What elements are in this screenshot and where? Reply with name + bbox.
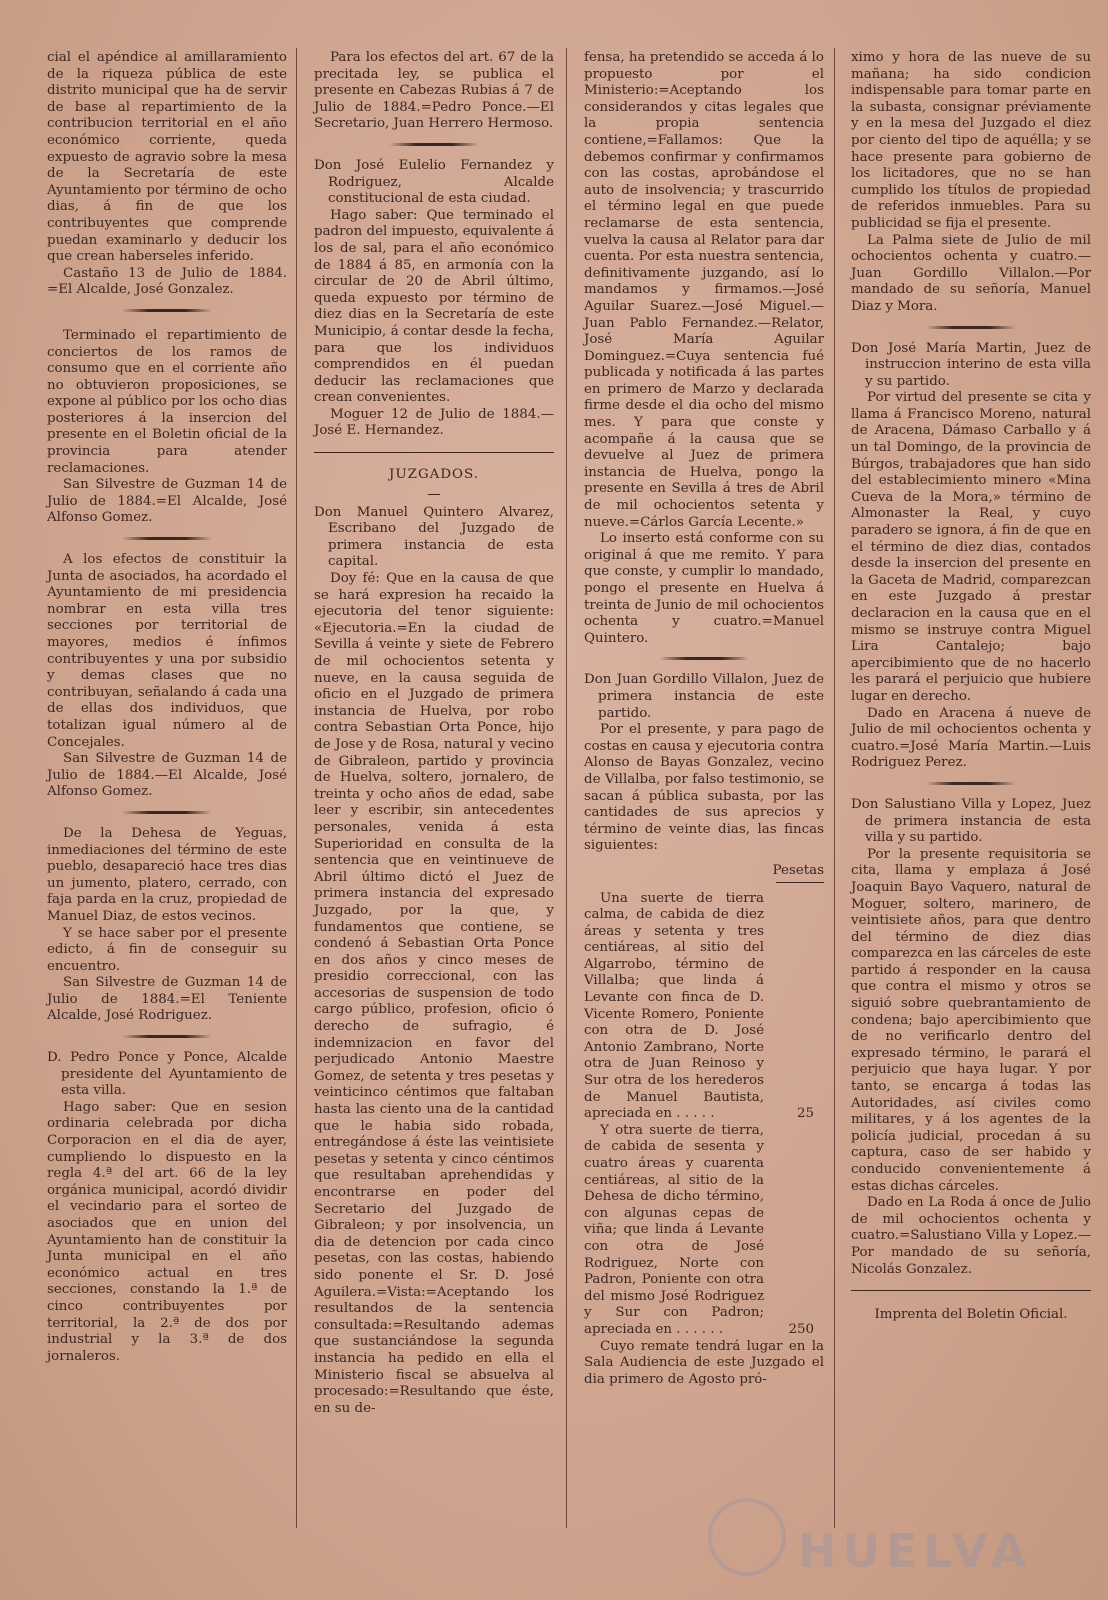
notice-heading: Don Salustiano Villa y Lopez, Juez de primera instancia de esta villa y su partido.: [851, 796, 1091, 846]
section-rule: [314, 452, 554, 453]
notice-text: Y se hace saber por el presente edicto, á fin de conseguir su encuentro.: [47, 925, 287, 974]
separator: [122, 537, 212, 540]
notice-text: fensa, ha pretendido se acceda á lo propuesto por el Ministerio:=Aceptando los considerandos y citas legales que la propia sentencia contiene,=Fallamos: Que la debemos confirmar y confirmamos con las costas, aprobándose el auto de insolvencia; y trascurrido el término legal en que puede reclamarse de esta sentencia, vuelva la causa al Relator para dar cuenta. Por esta nuestra sentencia, definitivamente juzgando, así lo mandamos y firmamos.—José Aguilar Suarez.—José Miguel.—Juan Pablo Fernandez.—Relator, José María Aguilar Dominguez.=Cuya sentencia fué publicada y notificada á las partes en primero de Marzo y declarada firme desde el dia ocho del mismo mes. Y para que conste y acompañe á la causa que se devuelve al Juez de primera instancia de Huelva, pongo la presente en Sevilla á tres de Abril de mil ochocientos setenta y nueve.=Cárlos García Lecente.»: [584, 50, 824, 530]
notice-text: Terminado el repartimiento de conciertos de los ramos de consumo que en el corriente año no obtuvieron proposiciones, se expone al público por los ocho dias posteriores á la insercion del presente en el Boletin oficial de la provincia para atender reclamaciones.: [47, 327, 287, 476]
pesetas-rule: [776, 882, 824, 883]
separator: [926, 782, 1016, 785]
property-price: 25: [796, 1106, 814, 1122]
notice-text: Por la presente requisitoria se cita, llama y emplaza á José Joaquin Bayo Vaquero, natural de Moguer, soltero, marinero, de veintisiete años, para que dentro del término de diez dias comparezca en las cárceles de este partido á responder en la causa que contra el mismo y otros se siguió sobre quebrantamiento de condena; bajo apercibimiento que de no verificarlo dentro del expresado término, le parará el perjuicio que haya lugar. Y por tanto, se encarga á todas las Autoridades, así civiles como militares, y á los agentes de la policía judicial, procedan á su captura, caso de ser habido y conducido convenientemente á estas dichas cárceles.: [851, 846, 1091, 1194]
footer-rule: [851, 1290, 1091, 1291]
notice-signature: Castaño 13 de Julio de 1884. =El Alcalde, José Gonzalez.: [47, 265, 287, 298]
column-3: [584, 50, 824, 1388]
notice-heading: Don Juan Gordillo Villalon, Juez de primera instancia de este partido.: [584, 672, 824, 721]
notice-text: Hago saber: Que terminado el padron del impuesto, equivalente á los de sal, para el año económico de 1884 á 85, en armonía con la circular de 20 de Abril último, queda expuesto por término de diez dias en la Secretaría de este Municipio, á contar desde la fecha, para que los individuos comprendidos en él puedan deducir las reclamaciones que crean convenientes.: [314, 207, 554, 406]
notice-text: A los efectos de constituir la Junta de asociados, ha acordado el Ayuntamiento de mi presidencia nombrar en esta villa tres secciones por territorial de mayores, medios é ínfimos contribuyentes y una por subsidio y demas clases que no contribuyan, señalando á cada una de ellas dos individuos, que totalizan igual número al de Concejales.: [47, 552, 287, 750]
column-2: [314, 50, 554, 1417]
notice-signature: La Palma siete de Julio de mil ochocientos ochenta y cuatro.—Juan Gordillo Villalon.—Por mandado de su señoría, Manuel Diaz y Mora.: [851, 232, 1091, 314]
seal-icon: [708, 1498, 786, 1576]
separator: [659, 657, 749, 660]
printer-imprint: Imprenta del Boletin Oficial.: [874, 1307, 1068, 1323]
notice-signature: Dado en Aracena á nueve de Julio de mil ochocientos ochenta y cuatro.=José María Martin.—Luis Rodriguez Perez.: [851, 705, 1091, 771]
notice-text: Para los efectos del art. 67 de la precitada ley, se publica el presente en Cabezas Rubias á 7 de Julio de 1884.=Pedro Ponce.—El Secretario, Juan Herrero Hermoso.: [314, 50, 554, 132]
column-4: [851, 50, 1091, 1324]
column-rule: [566, 48, 567, 1528]
notice-heading: Don José Eulelio Fernandez y Rodriguez, Alcalde constitucional de esta ciudad.: [314, 157, 554, 207]
notice-text: Doy fé: Que en la causa de que se hará expresion ha recaido la ejecutoria del tenor siguiente: «Ejecutoria.=En la ciudad de Sevilla á veinte y siete de Febrero de mil ochocientos setenta y nueve, en la causa seguida de oficio en el Juzgado de primera instancia de Huelva, por robo contra Sebastian Orta Ponce, hijo de Jose y de Rosa, natural y vecino de Gibraleon, partido y provincia de Huelva, soltero, jornalero, de treinta y ocho años de edad, sabe leer y escribir, sin antecedentes personales, venida á esta Superioridad en consulta de la sentencia que en veintinueve de Abril último dictó el Juez de primera instancia del expresado Juzgado, por la que, y fundamentos que contiene, se condenó á Sebastian Orta Ponce en dos años y cinco meses de presidio correccional, con las accesorias de suspension de todo cargo público, profesion, oficio ó derecho de sufragio, é indemnizacion en favor del perjudicado Antonio Maestre Gomez, de setenta y tres pesetas y veinticinco céntimos que faltaban hasta las ciento una de la cantidad que le habia sido robada, entregándose á éste las veintisiete pesetas y setenta y cinco céntimos que resultaban aprehendidas y encontrarse en poder del Secretario del Juzgado de Gibraleon; y por insolvencia, un dia de detencion por cada cinco pesetas, con las costas, habiendo sido ponente el Sr. D. José Aguilera.=Vista:=Aceptando los resultandos de la sentencia consultada:=Resultando ademas que sustanciándose la segunda instancia ha pedido en ella el Ministerio fiscal se absuelva al procesado:=Resultando que éste, en su de-: [314, 571, 554, 1416]
property-lot-2: [584, 1123, 824, 1339]
notice-signature: Moguer 12 de Julio de 1884.—José E. Hernandez.: [314, 406, 554, 439]
notice-signature: San Silvestre de Guzman 14 de Julio de 1884.—El Alcalde, José Alfonso Gomez.: [47, 751, 287, 800]
notice-signature: Dado en La Roda á once de Julio de mil ochocientos ochenta y cuatro.=Salustiano Villa y Lopez.—Por mandado de su señoría, Nicolás Gonzalez.: [851, 1195, 1091, 1277]
notice-heading: D. Pedro Ponce y Ponce, Alcalde presidente del Ayuntamiento de esta villa.: [47, 1050, 287, 1099]
property-lot-1: [584, 891, 824, 1123]
separator: [122, 1035, 212, 1038]
notice-text: cial el apéndice al amillaramiento de la riqueza pública de este distrito municipal que ha de servir de base al repartimiento de la contribucion territorial en el año económico corriente, queda expuesto de agravio sobre la mesa de la Secretaría de este Ayuntamiento por término de ocho dias, á fin de que los contribuyentes que comprende puedan examinarlo y deducir los que crean haberseles inferido.: [47, 50, 287, 265]
pesetas-header: Pesetas: [772, 862, 824, 878]
notice-text: Por virtud del presente se cita y llama á Francisco Moreno, natural de Aracena, Dámaso Carballo y á un tal Domingo, de la provincia de Búrgos, trabajadores que han sido del establecimiento minero «Mina Cueva de la Mora,» término de Almonaster la Real, y cuyo paradero se ignora, á fin de que en el término de diez dias, contados desde la insercion del presente en la Gaceta de Madrid, comparezcan en este Juzgado á prestar declaracion en la causa que en el mismo se instruye contra Miguel Lira Cantalejo; bajo apercibimiento que de no hacerlo les parará el perjuicio que hubiere lugar en derecho.: [851, 390, 1091, 704]
section-dash: [428, 494, 440, 495]
separator: [926, 326, 1016, 329]
column-rule: [296, 48, 297, 1528]
column-rule: [834, 48, 835, 1528]
notice-heading: Don José María Martin, Juez de instruccion interino de esta villa y su partido.: [851, 340, 1091, 389]
separator: [122, 309, 212, 312]
section-title: JUZGADOS.: [389, 467, 479, 483]
notice-signature: San Silvestre de Guzman 14 de Julio de 1884.=El Teniente Alcalde, José Rodriguez.: [47, 975, 287, 1024]
column-1: [47, 50, 287, 1365]
watermark-text: HUELVA: [798, 1524, 1033, 1578]
property-description: Una suerte de tierra calma, de cabida de diez áreas y setenta y tres centiáreas, al sitio del Algarrobo, término de Villalba; que linda á Levante con finca de D. Vicente Romero, Poniente con otra de D. José Antonio Zambrano, Norte otra de Juan Reinoso y Sur otra de los herederos de Manuel Bautista, apreciada en . . . . .: [584, 890, 764, 1122]
notice-text: ximo y hora de las nueve de su mañana; ha sido condicion indispensable para tomar parte en la subasta, consignar préviamente y en la mesa del Juzgado el diez por ciento del tipo de aquélla; y se hace presente para gobierno de los licitadores, que no se han cumplido los títulos de propiedad de referidos inmuebles. Para su publicidad se fija el presente.: [851, 50, 1091, 231]
notice-text: Hago saber: Que en sesion ordinaria celebrada por dicha Corporacion en el dia de ayer, cumpliendo lo dispuesto en la regla 4.ª del art. 66 de la ley orgánica municipal, acordó dividir el vecindario para el sorteo de asociados que en union del Ayuntamiento han de constituir la Junta municipal en el año económico actual en tres secciones, constando la 1.ª de cinco contribuyentes por territorial, la 2.ª de dos por industrial y la 3.ª de dos jornaleros.: [47, 1099, 287, 1364]
property-description: Y otra suerte de tierra, de cabida de sesenta y cuatro áreas y cuarenta centiáreas, al sitio de la Dehesa de dicho término, con algunas cepas de viña; que linda á Levante con otra de José Rodriguez, Norte con Padron, Poniente con otra del mismo José Rodriguez y Sur con Padron; apreciada en . . . . . .: [584, 1122, 764, 1337]
separator: [122, 811, 212, 814]
notice-signature: San Silvestre de Guzman 14 de Julio de 1884.=El Alcalde, José Alfonso Gomez.: [47, 477, 287, 526]
library-watermark: [648, 1490, 1068, 1580]
property-price: 250: [788, 1321, 814, 1337]
notice-text: Por el presente, y para pago de costas en causa y ejecutoria contra Alonso de Bayas Gonzalez, vecino de Villalba, por falso testimonio, se sacan á pública subasta, por las cantidades de sus aprecios y término de veinte dias, las fincas siguientes:: [584, 722, 824, 854]
notice-text: Cuyo remate tendrá lugar en la Sala Audiencia de este Juzgado el dia primero de Agosto pró-: [584, 1338, 824, 1387]
separator: [389, 143, 479, 146]
notice-text: De la Dehesa de Yeguas, inmediaciones del término de este pueblo, desapareció hace tres dias un jumento, platero, cerrado, con faja parda en la cruz, propiedad de Manuel Diaz, de estos vecinos.: [47, 825, 287, 924]
notice-heading: Don Manuel Quintero Alvarez, Escribano del Juzgado de primera instancia de esta capital.: [314, 504, 554, 570]
notice-text: Lo inserto está conforme con su original á que me remito. Y para que conste, y cumplir lo mandado, pongo el presente en Huelva á treinta de Junio de mil ochocientos ochenta y cuatro.=Manuel Quintero.: [584, 531, 824, 646]
